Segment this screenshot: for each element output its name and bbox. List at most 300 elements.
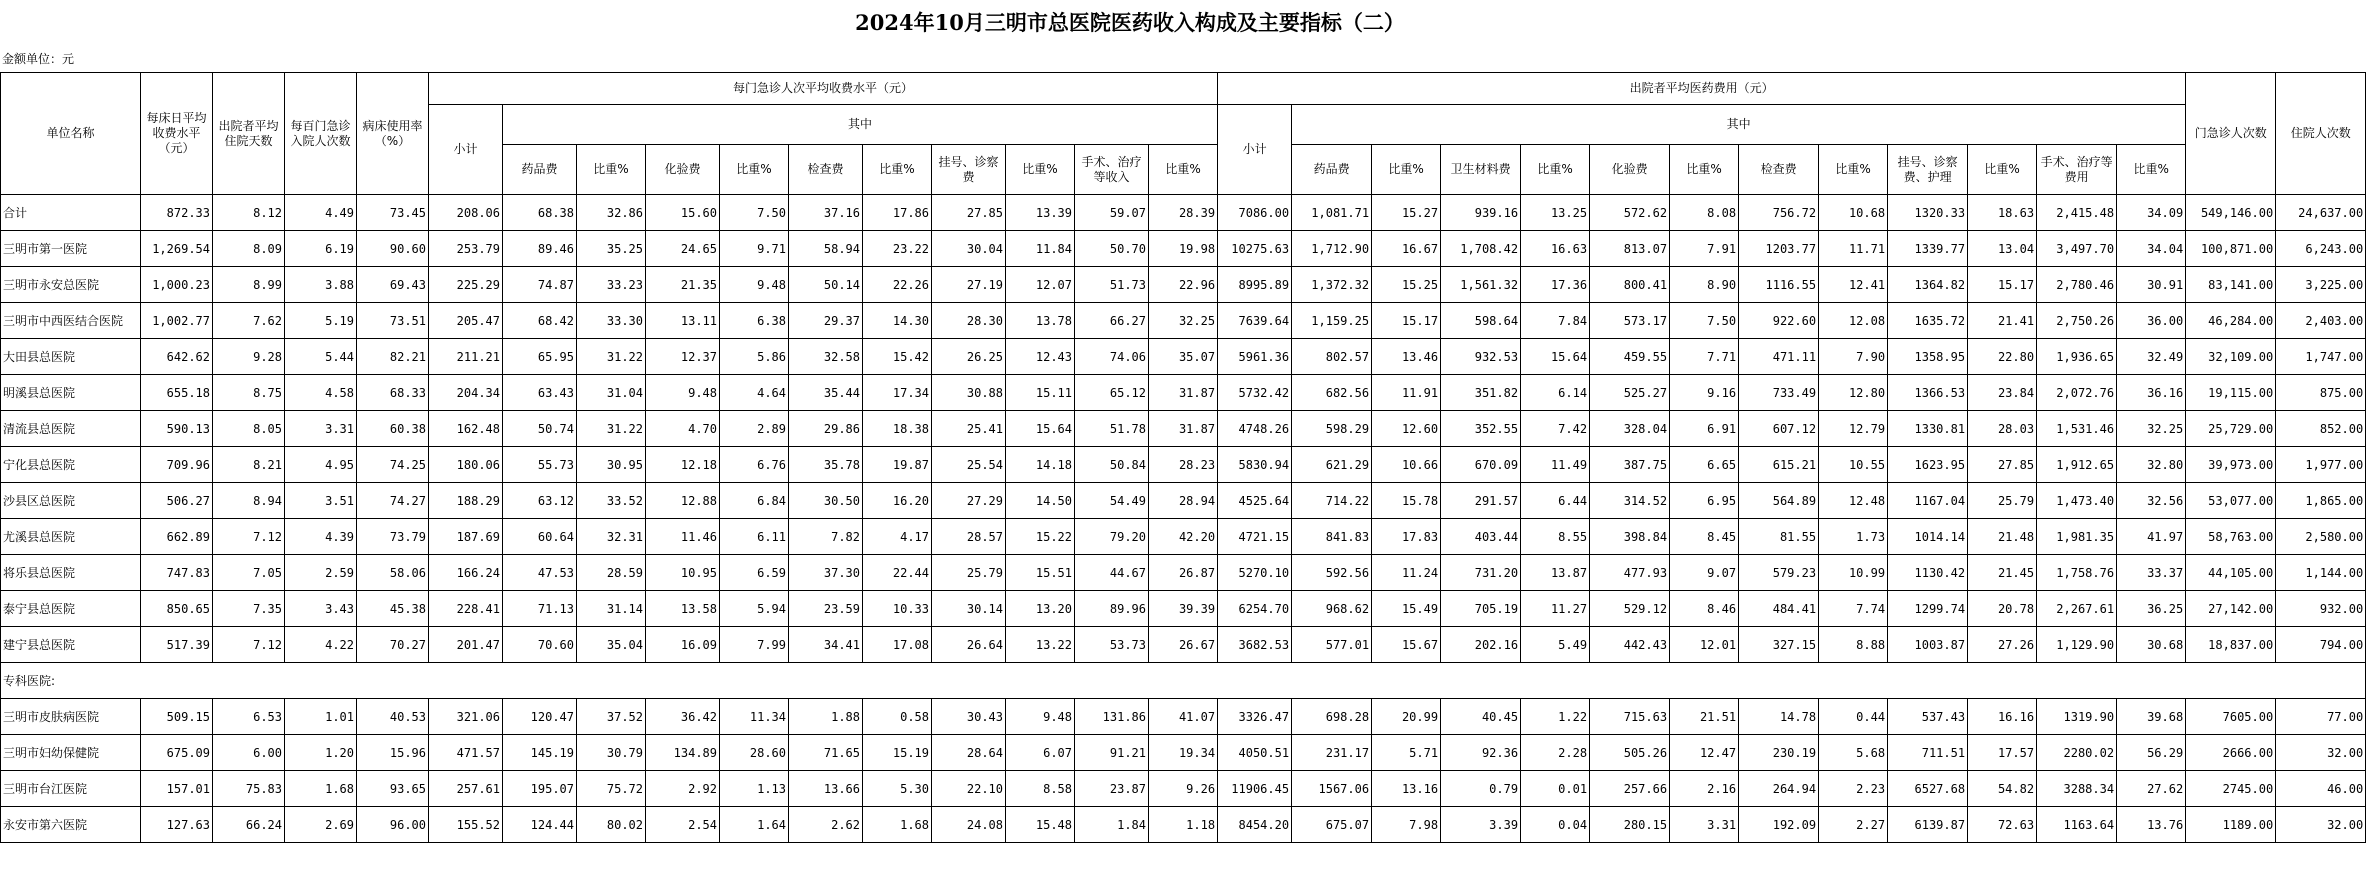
table-cell: 711.51 [1888, 735, 1968, 771]
table-cell: 145.19 [503, 735, 577, 771]
table-cell: 4.58 [285, 375, 357, 411]
row-unit-name: 沙县区总医院 [1, 483, 141, 519]
table-cell: 642.62 [141, 339, 213, 375]
table-cell: 0.79 [1441, 771, 1521, 807]
table-cell: 705.19 [1441, 591, 1521, 627]
table-cell: 44,105.00 [2186, 555, 2276, 591]
table-cell: 32.00 [2276, 735, 2366, 771]
table-cell: 32.56 [2117, 483, 2186, 519]
table-cell: 2.27 [1819, 807, 1888, 843]
table-cell: 7.05 [213, 555, 285, 591]
table-cell: 69.43 [357, 267, 429, 303]
table-cell: 22.96 [1149, 267, 1218, 303]
table-cell: 201.47 [429, 627, 503, 663]
table-cell: 1366.53 [1888, 375, 1968, 411]
header-inpatient-col: 比重% [1819, 145, 1888, 195]
table-cell: 71.65 [789, 735, 863, 771]
table-cell: 7.62 [213, 303, 285, 339]
table-cell: 8.75 [213, 375, 285, 411]
table-cell: 24.65 [646, 231, 720, 267]
table-cell: 9.48 [646, 375, 720, 411]
table-cell: 1014.14 [1888, 519, 1968, 555]
table-cell: 83,141.00 [2186, 267, 2276, 303]
table-cell: 21.51 [1670, 699, 1739, 735]
header-outpatient-col: 比重% [720, 145, 789, 195]
table-cell: 14.18 [1006, 447, 1075, 483]
table-cell: 15.48 [1006, 807, 1075, 843]
table-cell: 15.60 [646, 195, 720, 231]
table-cell: 1,981.35 [2037, 519, 2117, 555]
table-cell: 1,977.00 [2276, 447, 2366, 483]
table-cell: 18.63 [1968, 195, 2037, 231]
table-cell: 0.44 [1819, 699, 1888, 735]
table-cell: 26.67 [1149, 627, 1218, 663]
table-cell: 13.25 [1521, 195, 1590, 231]
table-cell: 82.21 [357, 339, 429, 375]
table-cell: 75.72 [577, 771, 646, 807]
table-cell: 24,637.00 [2276, 195, 2366, 231]
table-cell: 96.00 [357, 807, 429, 843]
table-cell: 9.48 [1006, 699, 1075, 735]
table-cell: 15.22 [1006, 519, 1075, 555]
table-cell: 4.70 [646, 411, 720, 447]
table-row [1, 303, 2366, 339]
table-cell: 3.51 [285, 483, 357, 519]
table-cell: 264.94 [1739, 771, 1819, 807]
table-cell: 39.39 [1149, 591, 1218, 627]
table-cell: 22.10 [932, 771, 1006, 807]
table-cell: 1,561.32 [1441, 267, 1521, 303]
table-cell: 1567.06 [1292, 771, 1372, 807]
table-cell: 16.67 [1372, 231, 1441, 267]
table-cell: 34.41 [789, 627, 863, 663]
table-cell: 6.76 [720, 447, 789, 483]
table-cell: 1.68 [863, 807, 932, 843]
table-cell: 525.27 [1590, 375, 1670, 411]
table-cell: 12.41 [1819, 267, 1888, 303]
table-cell: 484.41 [1739, 591, 1819, 627]
table-cell: 19,115.00 [2186, 375, 2276, 411]
table-cell: 93.65 [357, 771, 429, 807]
header-inpatient-col: 比重% [1521, 145, 1590, 195]
table-cell: 13.22 [1006, 627, 1075, 663]
header-outpatient-subtotal: 小计 [429, 105, 503, 195]
header-outpatient-visits: 门急诊人次数 [2186, 73, 2276, 195]
table-cell: 211.21 [429, 339, 503, 375]
table-cell: 13.11 [646, 303, 720, 339]
table-cell: 36.42 [646, 699, 720, 735]
table-cell: 0.04 [1521, 807, 1590, 843]
table-cell: 90.60 [357, 231, 429, 267]
table-cell: 188.29 [429, 483, 503, 519]
table-cell: 3.39 [1441, 807, 1521, 843]
table-cell: 10.66 [1372, 447, 1441, 483]
table-row [1, 699, 2366, 735]
header-inpatient-among: 其中 [1292, 105, 2186, 145]
table-cell: 2280.02 [2037, 735, 2117, 771]
table-cell: 63.43 [503, 375, 577, 411]
table-cell: 31.87 [1149, 411, 1218, 447]
table-cell: 17.08 [863, 627, 932, 663]
table-cell: 1,144.00 [2276, 555, 2366, 591]
table-cell: 21.48 [1968, 519, 2037, 555]
table-cell: 655.18 [141, 375, 213, 411]
table-cell: 4.95 [285, 447, 357, 483]
table-cell: 16.63 [1521, 231, 1590, 267]
table-cell: 662.89 [141, 519, 213, 555]
table-row [1, 555, 2366, 591]
table-row [1, 447, 2366, 483]
table-cell: 1163.64 [2037, 807, 2117, 843]
header-inpatient-group: 出院者平均医药费用（元） [1218, 73, 2186, 105]
table-row [1, 339, 2366, 375]
table-cell: 33.30 [577, 303, 646, 339]
header-inpatient-col: 比重% [2117, 145, 2186, 195]
table-cell: 157.01 [141, 771, 213, 807]
table-cell: 192.09 [1739, 807, 1819, 843]
table-cell: 7.98 [1372, 807, 1441, 843]
table-cell: 1,159.25 [1292, 303, 1372, 339]
table-cell: 33.23 [577, 267, 646, 303]
table-cell: 13.58 [646, 591, 720, 627]
table-cell: 6.11 [720, 519, 789, 555]
table-cell: 30.43 [932, 699, 1006, 735]
table-cell: 6139.87 [1888, 807, 1968, 843]
table-cell: 7.35 [213, 591, 285, 627]
table-cell: 35.07 [1149, 339, 1218, 375]
table-cell: 670.09 [1441, 447, 1521, 483]
table-cell: 74.27 [357, 483, 429, 519]
table-cell: 1,129.90 [2037, 627, 2117, 663]
table-cell: 17.34 [863, 375, 932, 411]
table-cell: 675.07 [1292, 807, 1372, 843]
table-cell: 7.99 [720, 627, 789, 663]
table-cell: 19.98 [1149, 231, 1218, 267]
table-cell: 4721.15 [1218, 519, 1292, 555]
table-cell: 1003.87 [1888, 627, 1968, 663]
table-cell: 1,758.76 [2037, 555, 2117, 591]
table-cell: 39,973.00 [2186, 447, 2276, 483]
table-cell: 231.17 [1292, 735, 1372, 771]
table-cell: 442.43 [1590, 627, 1670, 663]
table-cell: 12.60 [1372, 411, 1441, 447]
table-cell: 852.00 [2276, 411, 2366, 447]
row-unit-name: 三明市永安总医院 [1, 267, 141, 303]
table-cell: 3288.34 [2037, 771, 2117, 807]
table-cell: 25.54 [932, 447, 1006, 483]
table-cell: 73.45 [357, 195, 429, 231]
table-row [1, 807, 2366, 843]
table-cell: 5.19 [285, 303, 357, 339]
table-cell: 37.52 [577, 699, 646, 735]
table-cell: 202.16 [1441, 627, 1521, 663]
table-cell: 922.60 [1739, 303, 1819, 339]
table-row [1, 627, 2366, 663]
table-cell: 25.79 [932, 555, 1006, 591]
table-cell: 53.73 [1075, 627, 1149, 663]
table-cell: 13.87 [1521, 555, 1590, 591]
table-cell: 30.50 [789, 483, 863, 519]
table-cell: 6.44 [1521, 483, 1590, 519]
table-cell: 1,747.00 [2276, 339, 2366, 375]
table-cell: 31.14 [577, 591, 646, 627]
row-unit-name: 大田县总医院 [1, 339, 141, 375]
table-cell: 1,936.65 [2037, 339, 2117, 375]
table-cell: 11.91 [1372, 375, 1441, 411]
table-cell: 22.80 [1968, 339, 2037, 375]
table-cell: 35.04 [577, 627, 646, 663]
table-cell: 1,000.23 [141, 267, 213, 303]
table-cell: 387.75 [1590, 447, 1670, 483]
table-cell: 187.69 [429, 519, 503, 555]
table-cell: 1.13 [720, 771, 789, 807]
table-cell: 0.58 [863, 699, 932, 735]
table-cell: 7.84 [1521, 303, 1590, 339]
table-cell: 1.64 [720, 807, 789, 843]
table-cell: 598.64 [1441, 303, 1521, 339]
table-cell: 1330.81 [1888, 411, 1968, 447]
table-cell: 79.20 [1075, 519, 1149, 555]
table-cell: 875.00 [2276, 375, 2366, 411]
table-cell: 1,002.77 [141, 303, 213, 339]
table-cell: 17.36 [1521, 267, 1590, 303]
table-cell: 8.58 [1006, 771, 1075, 807]
table-cell: 968.62 [1292, 591, 1372, 627]
table-cell: 2,780.46 [2037, 267, 2117, 303]
table-cell: 509.15 [141, 699, 213, 735]
table-cell: 7639.64 [1218, 303, 1292, 339]
table-cell: 253.79 [429, 231, 503, 267]
table-cell: 41.97 [2117, 519, 2186, 555]
table-cell: 321.06 [429, 699, 503, 735]
row-unit-name: 尤溪县总医院 [1, 519, 141, 555]
table-cell: 50.74 [503, 411, 577, 447]
table-cell: 4.17 [863, 519, 932, 555]
table-cell: 257.61 [429, 771, 503, 807]
table-cell: 8.09 [213, 231, 285, 267]
section-label: 专科医院: [1, 663, 2366, 699]
table-cell: 12.48 [1819, 483, 1888, 519]
table-cell: 124.44 [503, 807, 577, 843]
row-unit-name: 泰宁县总医院 [1, 591, 141, 627]
table-cell: 7.74 [1819, 591, 1888, 627]
table-cell: 11.71 [1819, 231, 1888, 267]
table-cell: 1.84 [1075, 807, 1149, 843]
table-cell: 2.62 [789, 807, 863, 843]
table-cell: 27.85 [932, 195, 1006, 231]
table-cell: 15.42 [863, 339, 932, 375]
table-cell: 1.20 [285, 735, 357, 771]
table-cell: 2.54 [646, 807, 720, 843]
table-cell: 162.48 [429, 411, 503, 447]
table-cell: 18,837.00 [2186, 627, 2276, 663]
table-cell: 65.12 [1075, 375, 1149, 411]
table-cell: 51.78 [1075, 411, 1149, 447]
table-cell: 8.99 [213, 267, 285, 303]
table-cell: 42.20 [1149, 519, 1218, 555]
table-cell: 53,077.00 [2186, 483, 2276, 519]
table-cell: 37.16 [789, 195, 863, 231]
table-cell: 800.41 [1590, 267, 1670, 303]
table-cell: 39.68 [2117, 699, 2186, 735]
table-cell: 8.05 [213, 411, 285, 447]
table-cell: 92.36 [1441, 735, 1521, 771]
table-cell: 27.26 [1968, 627, 2037, 663]
table-cell: 74.87 [503, 267, 577, 303]
table-cell: 26.87 [1149, 555, 1218, 591]
table-cell: 8.21 [213, 447, 285, 483]
table-cell: 12.01 [1670, 627, 1739, 663]
table-cell: 27.29 [932, 483, 1006, 519]
table-cell: 9.07 [1670, 555, 1739, 591]
table-cell: 70.27 [357, 627, 429, 663]
table-cell: 1,473.40 [2037, 483, 2117, 519]
table-cell: 7.12 [213, 627, 285, 663]
table-cell: 13.78 [1006, 303, 1075, 339]
table-cell: 75.83 [213, 771, 285, 807]
table-cell: 180.06 [429, 447, 503, 483]
table-cell: 12.18 [646, 447, 720, 483]
table-cell: 9.71 [720, 231, 789, 267]
table-cell: 30.79 [577, 735, 646, 771]
table-cell: 28.23 [1149, 447, 1218, 483]
table-cell: 579.23 [1739, 555, 1819, 591]
table-cell: 2,580.00 [2276, 519, 2366, 555]
header-bed-day-fee: 每床日平均收费水平（元） [141, 73, 213, 195]
table-cell: 17.83 [1372, 519, 1441, 555]
table-cell: 22.44 [863, 555, 932, 591]
table-cell: 45.38 [357, 591, 429, 627]
table-cell: 12.47 [1670, 735, 1739, 771]
table-cell: 60.64 [503, 519, 577, 555]
table-cell: 11906.45 [1218, 771, 1292, 807]
table-cell: 5.30 [863, 771, 932, 807]
table-cell: 24.08 [932, 807, 1006, 843]
table-cell: 872.33 [141, 195, 213, 231]
table-cell: 3.31 [285, 411, 357, 447]
table-cell: 27,142.00 [2186, 591, 2276, 627]
table-cell: 51.73 [1075, 267, 1149, 303]
table-cell: 13.66 [789, 771, 863, 807]
table-cell: 1,712.90 [1292, 231, 1372, 267]
table-cell: 932.00 [2276, 591, 2366, 627]
table-cell: 28.30 [932, 303, 1006, 339]
table-cell: 29.86 [789, 411, 863, 447]
table-cell: 6.00 [213, 735, 285, 771]
table-cell: 21.41 [1968, 303, 2037, 339]
table-cell: 6.95 [1670, 483, 1739, 519]
table-cell: 32.25 [1149, 303, 1218, 339]
table-cell: 20.78 [1968, 591, 2037, 627]
header-inpatient-col: 药品费 [1292, 145, 1372, 195]
table-cell: 2.23 [1819, 771, 1888, 807]
table-cell: 14.30 [863, 303, 932, 339]
table-cell: 2,750.26 [2037, 303, 2117, 339]
table-cell: 16.09 [646, 627, 720, 663]
header-outpatient-col: 比重% [1149, 145, 1218, 195]
table-cell: 72.63 [1968, 807, 2037, 843]
table-cell: 1.68 [285, 771, 357, 807]
table-cell: 32.31 [577, 519, 646, 555]
table-cell: 81.55 [1739, 519, 1819, 555]
table-cell: 58,763.00 [2186, 519, 2276, 555]
table-cell: 28.59 [577, 555, 646, 591]
table-cell: 1339.77 [1888, 231, 1968, 267]
table-cell: 1189.00 [2186, 807, 2276, 843]
table-cell: 228.41 [429, 591, 503, 627]
row-unit-name: 将乐县总医院 [1, 555, 141, 591]
header-inpatient-col: 卫生材料费 [1441, 145, 1521, 195]
table-cell: 41.07 [1149, 699, 1218, 735]
table-cell: 13.20 [1006, 591, 1075, 627]
table-cell: 20.99 [1372, 699, 1441, 735]
table-cell: 15.78 [1372, 483, 1441, 519]
table-cell: 74.25 [357, 447, 429, 483]
table-cell: 4.22 [285, 627, 357, 663]
table-cell: 66.24 [213, 807, 285, 843]
table-cell: 28.39 [1149, 195, 1218, 231]
table-cell: 1299.74 [1888, 591, 1968, 627]
table-cell: 15.27 [1372, 195, 1441, 231]
table-cell: 1,865.00 [2276, 483, 2366, 519]
table-cell: 32.80 [2117, 447, 2186, 483]
table-cell: 89.96 [1075, 591, 1149, 627]
header-inpatient-subtotal: 小计 [1218, 105, 1292, 195]
table-cell: 34.04 [2117, 231, 2186, 267]
table-cell: 208.06 [429, 195, 503, 231]
table-cell: 46.00 [2276, 771, 2366, 807]
table-cell: 155.52 [429, 807, 503, 843]
table-cell: 529.12 [1590, 591, 1670, 627]
table-cell: 55.73 [503, 447, 577, 483]
table-cell: 8.90 [1670, 267, 1739, 303]
table-cell: 36.00 [2117, 303, 2186, 339]
table-cell: 7086.00 [1218, 195, 1292, 231]
table-cell: 1358.95 [1888, 339, 1968, 375]
table-cell: 35.78 [789, 447, 863, 483]
table-cell: 12.37 [646, 339, 720, 375]
table-cell: 733.49 [1739, 375, 1819, 411]
table-cell: 398.84 [1590, 519, 1670, 555]
table-cell: 327.15 [1739, 627, 1819, 663]
header-outpatient-col: 化验费 [646, 145, 720, 195]
table-cell: 5.71 [1372, 735, 1441, 771]
row-unit-name: 三明市中西医结合医院 [1, 303, 141, 339]
header-inpatient-visits: 住院人次数 [2276, 73, 2366, 195]
table-cell: 19.87 [863, 447, 932, 483]
table-cell: 10.99 [1819, 555, 1888, 591]
table-cell: 5.44 [285, 339, 357, 375]
table-cell: 47.53 [503, 555, 577, 591]
table-cell: 10.68 [1819, 195, 1888, 231]
row-unit-name: 明溪县总医院 [1, 375, 141, 411]
table-cell: 592.56 [1292, 555, 1372, 591]
table-cell: 1,912.65 [2037, 447, 2117, 483]
table-cell: 16.20 [863, 483, 932, 519]
header-outpatient-group: 每门急诊人次平均收费水平（元） [429, 73, 1218, 105]
table-cell: 54.49 [1075, 483, 1149, 519]
table-cell: 31.22 [577, 339, 646, 375]
table-cell: 12.80 [1819, 375, 1888, 411]
table-cell: 34.09 [2117, 195, 2186, 231]
table-cell: 5.86 [720, 339, 789, 375]
row-unit-name: 三明市第一医院 [1, 231, 141, 267]
header-outpatient-col: 药品费 [503, 145, 577, 195]
table-cell: 4.49 [285, 195, 357, 231]
header-inpatient-col: 比重% [1670, 145, 1739, 195]
table-cell: 6,243.00 [2276, 231, 2366, 267]
table-cell: 1,269.54 [141, 231, 213, 267]
